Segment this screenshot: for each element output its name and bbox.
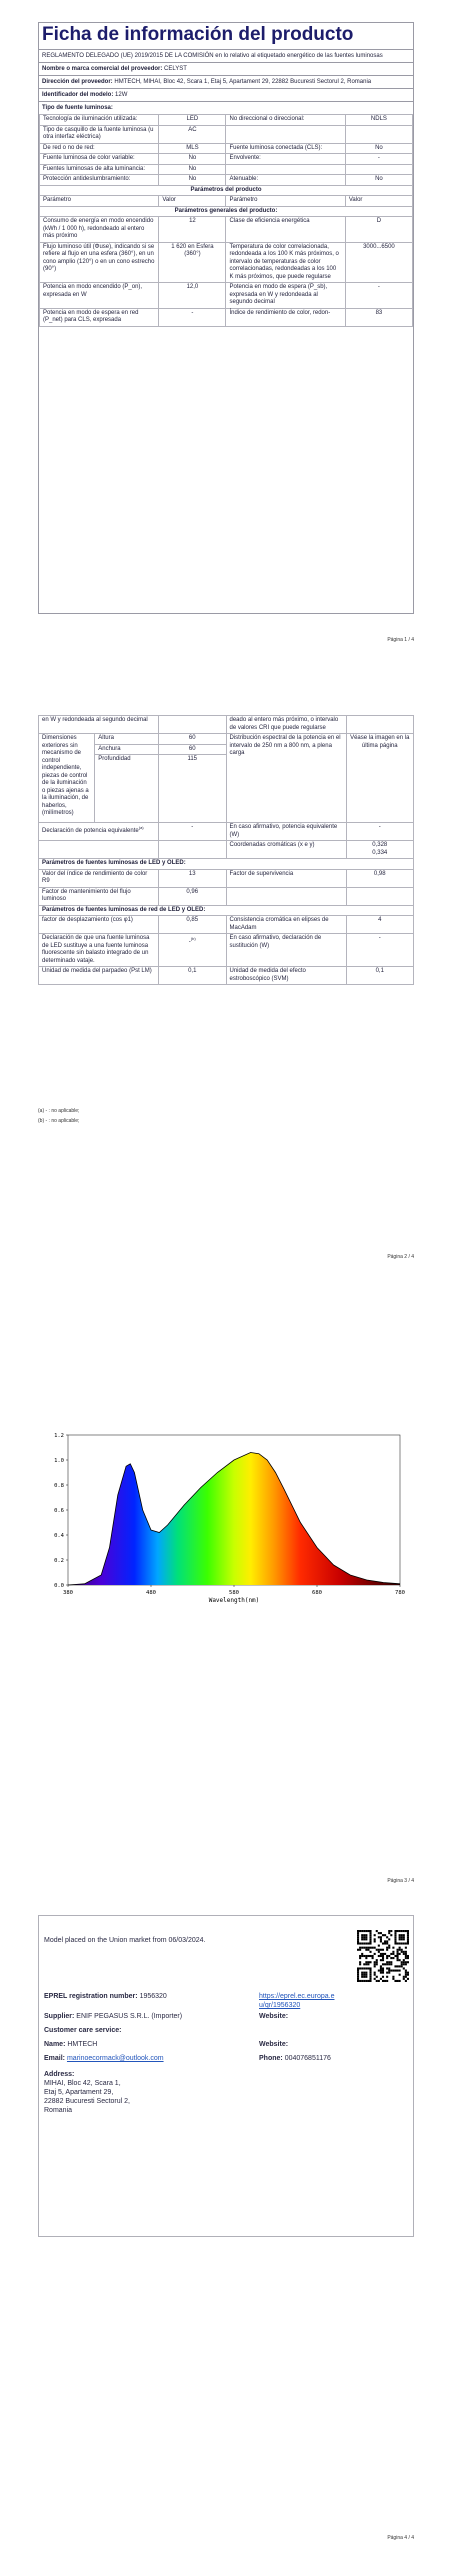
cell: 3000...6500 xyxy=(345,242,412,283)
model-row xyxy=(39,89,413,102)
page2-table xyxy=(38,715,414,985)
cell: No xyxy=(345,143,412,154)
type-table xyxy=(39,114,413,327)
cell: Protección antideslumbramiento: xyxy=(40,175,159,186)
spectral-chart xyxy=(38,1415,414,1605)
x-tick-label: 380 xyxy=(63,1590,73,1596)
email-label: Email: xyxy=(44,2055,66,2062)
cell: Potencia en modo encendido (P_on), expresada en W xyxy=(40,283,159,309)
table-row xyxy=(40,125,413,143)
cell: Declaración de que una fuente luminosa de LED sustituye a una fuente luminosa fluorescente sin balasto integrado de un determinado vataje. xyxy=(39,934,159,967)
x-tick-label: 580 xyxy=(229,1590,239,1596)
chroma-label: Coordenadas cromáticas (x e y) xyxy=(226,841,346,859)
cell: 12 xyxy=(159,217,226,243)
phone-row xyxy=(259,2054,331,2063)
equiv-w-value: - xyxy=(346,823,414,841)
cell: Flujo luminoso útil (Φuse), indicando si se refiere al flujo en una esfera (360°), en un cono amplio (120°) o en un cono estrecho (90°) xyxy=(40,242,159,283)
params-title: Parámetros del producto xyxy=(40,185,413,196)
cell xyxy=(346,887,414,905)
supplier-value: ENIF PEGASUS S.R.L. (Importer) xyxy=(76,2013,183,2020)
cell: 13 xyxy=(159,869,227,887)
y-tick-label: 0.8 xyxy=(54,1483,64,1489)
cell xyxy=(159,934,227,967)
table-row xyxy=(39,823,414,841)
cell: De red o no de red: xyxy=(40,143,159,154)
cell-sup: (b) xyxy=(190,936,196,941)
footnote-b: (b) - : no aplicable; xyxy=(38,1118,80,1124)
equiv-value: - xyxy=(159,823,227,841)
cell: Envolvente: xyxy=(226,154,345,165)
cell: 83 xyxy=(345,308,412,326)
col-param-2: Parámetro xyxy=(226,196,345,207)
cell xyxy=(159,716,227,734)
cell: En caso afirmativo, declaración de sustitución (W) xyxy=(226,934,346,967)
chroma-values xyxy=(346,841,414,859)
reg-row xyxy=(44,1992,167,2001)
table-row xyxy=(39,887,414,905)
table-row xyxy=(40,242,413,283)
sheet-title: Ficha de información del producto xyxy=(39,23,413,50)
product-info-sheet-page2 xyxy=(38,715,414,1005)
name-label: Name: xyxy=(44,2041,66,2048)
product-info-sheet-page1 xyxy=(38,22,414,614)
equiv-label-text: Declaración de potencia equivalente xyxy=(42,828,139,834)
supplier-label: Supplier: xyxy=(44,2013,75,2020)
address-line: Etaj 5, Apartament 29, xyxy=(44,2089,114,2096)
cell: 0,96 xyxy=(159,887,227,905)
customer-care-label: Customer care service: xyxy=(44,2027,122,2034)
cell: MLS xyxy=(159,143,226,154)
cell: 0,98 xyxy=(346,869,414,887)
cell: Tipo de casquillo de la fuente luminosa (u otra interfaz eléctrica) xyxy=(40,125,159,143)
section-row xyxy=(39,905,414,916)
x-tick-label: 780 xyxy=(395,1590,405,1596)
cell: Atenuable: xyxy=(226,175,345,186)
cell: Índice de rendimiento de color, redon- xyxy=(226,308,345,326)
qr-code-icon[interactable] xyxy=(357,1930,409,1982)
email-row xyxy=(44,2054,164,2063)
eprel-info-box xyxy=(38,1915,414,2237)
cell: D xyxy=(345,217,412,243)
cell xyxy=(345,125,412,143)
page-number-3: Página 3 / 4 xyxy=(387,1878,414,1884)
type-label: Tipo de fuente luminosa: xyxy=(42,105,113,111)
phone-label: Phone: xyxy=(259,2055,283,2062)
cell: Clase de eficiencia energética xyxy=(226,217,345,243)
address-line: Romania xyxy=(44,2107,73,2114)
params-title-row xyxy=(40,185,413,196)
website-label: Website: xyxy=(259,2013,289,2020)
cell: 0,85 xyxy=(159,916,227,934)
email-link[interactable]: marinoecormack@outlook.com xyxy=(66,2055,164,2062)
cell xyxy=(345,164,412,175)
page-number-2: Página 2 / 4 xyxy=(387,1254,414,1260)
spectral-label: Distribución espectral de la potencia en el intervalo de 250 nm a 800 nm, a plena carga xyxy=(226,734,346,823)
cell: Consistencia cromática en elipses de MacAdam xyxy=(226,916,346,934)
dim-value: 60 xyxy=(159,744,227,755)
table-row xyxy=(40,143,413,154)
table-row xyxy=(40,154,413,165)
equiv-w-label: En caso afirmativo, potencia equivalente (W) xyxy=(226,823,346,841)
spectral-value: Véase la imagen en la última página xyxy=(346,734,414,823)
footnote-a: (a) - : no aplicable; xyxy=(38,1108,80,1114)
cell: deado al entero más próximo, o intervalo de valores CRI que puede regularse xyxy=(226,716,346,734)
table-row xyxy=(40,217,413,243)
general-title-row xyxy=(40,206,413,217)
cell: - xyxy=(345,283,412,309)
model-value: 12W xyxy=(115,92,128,98)
cell: Potencia en modo de espera en red (P_net) para CLS, expresada xyxy=(40,308,159,326)
cell: 0,1 xyxy=(159,967,227,985)
eprel-link[interactable]: https://eprel.ec.europa.eu/qr/1956320 xyxy=(259,1993,335,2009)
cell: Unidad de medida del parpadeo (Pst LM) xyxy=(39,967,159,985)
cell: No xyxy=(345,175,412,186)
cell xyxy=(226,164,345,175)
website2-label: Website: xyxy=(259,2041,289,2048)
cell xyxy=(226,887,346,905)
cell-value: - xyxy=(188,939,191,945)
cell xyxy=(159,841,227,859)
table-row xyxy=(40,164,413,175)
type-heading xyxy=(39,102,413,114)
equiv-label xyxy=(39,823,159,841)
cell: Fuente luminosa de color variable: xyxy=(40,154,159,165)
dim-key: Altura xyxy=(95,734,159,745)
supplier-address-label: Dirección del proveedor: xyxy=(42,79,113,85)
cell: Fuente luminosa conectada (CLS): xyxy=(226,143,345,154)
cell xyxy=(346,716,414,734)
cell: Tecnología de iluminación utilizada: xyxy=(40,115,159,126)
table-row xyxy=(39,967,414,985)
dims-label: Dimensiones exteriores sin mecanismo de control independiente, piezas de control de la iluminación o piezas ajenas a la iluminación, de haberlos, (milímetros) xyxy=(39,734,95,823)
cell: Consumo de energía en modo encendido (kWh / 1 000 h), redondeado al entero más próximo xyxy=(40,217,159,243)
dim-key: Profundidad xyxy=(95,755,159,823)
cell: AC xyxy=(159,125,226,143)
cell: LED xyxy=(159,115,226,126)
mains-title: Parámetros de fuentes luminosas de red de LED y OLED: xyxy=(39,905,414,916)
placed-text: Model placed on the Union market from 06/03/2024. xyxy=(44,1937,206,1944)
table-row xyxy=(39,841,414,859)
cell: Fuentes luminosas de alta luminancia: xyxy=(40,164,159,175)
supplier-name-row xyxy=(39,63,413,76)
cell: No direccional o direccional: xyxy=(226,115,345,126)
address-label: Address: xyxy=(44,2071,75,2078)
y-tick-label: 1.2 xyxy=(54,1433,64,1439)
col-value-2: Valor xyxy=(345,196,412,207)
cell: Temperatura de color correlacionada, redondeada a los 100 K más próximos, o intervalo de temperaturas de color correlacionadas, redondeadas a los 100 K más próximos, que puede regularse xyxy=(226,242,345,283)
cell: NDLS xyxy=(345,115,412,126)
col-value-1: Valor xyxy=(159,196,226,207)
cell: - xyxy=(345,154,412,165)
y-tick-label: 1.0 xyxy=(54,1458,64,1464)
cell: - xyxy=(346,934,414,967)
regulation-text: REGLAMENTO DELEGADO (UE) 2019/2015 DE LA COMISIÓN en lo relativo al etiquetado energético de las fuentes luminosas xyxy=(39,50,413,63)
cell: 4 xyxy=(346,916,414,934)
supplier-name-value: CELYST xyxy=(164,66,187,72)
supplier-address-row xyxy=(39,76,413,89)
cell: Unidad de medida del efecto estroboscópico (SVM) xyxy=(226,967,346,985)
equiv-sup: (a) xyxy=(138,825,144,830)
chroma-x: 0,328 xyxy=(372,842,388,848)
cell: 0,1 xyxy=(346,967,414,985)
cell: Valor del índice de rendimiento de color R9 xyxy=(39,869,159,887)
spectrum-area xyxy=(68,1453,400,1586)
supplier-name-label: Nombre o marca comercial del proveedor: xyxy=(42,66,163,72)
reg-value: 1956320 xyxy=(139,1993,167,2000)
table-row xyxy=(39,869,414,887)
cell: - xyxy=(159,308,226,326)
chroma-y: 0,334 xyxy=(372,849,388,856)
address-line: MIHAI, Bloc 42, Scara 1, xyxy=(44,2080,121,2087)
table-row xyxy=(39,916,414,934)
table-row xyxy=(39,934,414,967)
table-row xyxy=(40,308,413,326)
cell: No xyxy=(159,154,226,165)
cell: factor de desplazamiento (cos φ1) xyxy=(39,916,159,934)
cell: No xyxy=(159,164,226,175)
cell: 12,0 xyxy=(159,283,226,309)
table-row xyxy=(40,115,413,126)
params-header-row xyxy=(40,196,413,207)
table-row xyxy=(39,716,414,734)
page-number-4: Página 4 / 4 xyxy=(387,2535,414,2541)
dim-key: Anchura xyxy=(95,744,159,755)
y-tick-label: 0.0 xyxy=(54,1583,64,1589)
cell: 1 620 en Esfera (360°) xyxy=(159,242,226,283)
spectral-chart-svg xyxy=(38,1415,414,1605)
phone-value: 004076851176 xyxy=(284,2055,331,2062)
led-oled-title: Parámetros de fuentes luminosas de LED y OLED: xyxy=(39,859,414,870)
cell xyxy=(39,841,159,859)
reg-label: EPREL registration number: xyxy=(44,1993,138,2000)
dim-value: 115 xyxy=(159,755,227,823)
cell: en W y redondeada al segundo decimal xyxy=(39,716,159,734)
cell xyxy=(226,125,345,143)
y-tick-label: 0.4 xyxy=(54,1533,64,1539)
table-row xyxy=(40,283,413,309)
name-row xyxy=(44,2040,97,2049)
y-tick-label: 0.2 xyxy=(54,1558,64,1564)
col-param-1: Parámetro xyxy=(40,196,159,207)
name-value: HMTECH xyxy=(67,2041,98,2048)
section-row xyxy=(39,859,414,870)
dim-value: 60 xyxy=(159,734,227,745)
page-number-1: Página 1 / 4 xyxy=(387,637,414,643)
x-axis-label: Wavelength(nm) xyxy=(208,1597,260,1604)
table-row xyxy=(40,175,413,186)
y-tick-label: 0.6 xyxy=(54,1508,64,1514)
x-tick-label: 680 xyxy=(312,1590,322,1596)
cell: Potencia en modo de espera (P_sb), expresada en W y redondeada al segundo decimal xyxy=(226,283,345,309)
cell: Factor de mantenimiento del flujo luminoso xyxy=(39,887,159,905)
general-title: Parámetros generales del producto: xyxy=(40,206,413,217)
address-line: 22882 Bucuresti Sectorul 2, xyxy=(44,2098,130,2105)
cell: No xyxy=(159,175,226,186)
cell: Factor de supervivencia xyxy=(226,869,346,887)
model-label: Identificador del modelo: xyxy=(42,92,114,98)
table-row xyxy=(39,734,414,745)
x-tick-label: 480 xyxy=(146,1590,156,1596)
supplier-address-value: HMTECH, MIHAI, Bloc 42, Scara 1, Etaj 5, Apartament 29, 22882 Bucuresti Sectorul 2, Romania xyxy=(114,79,372,85)
supplier-row xyxy=(44,2012,182,2021)
